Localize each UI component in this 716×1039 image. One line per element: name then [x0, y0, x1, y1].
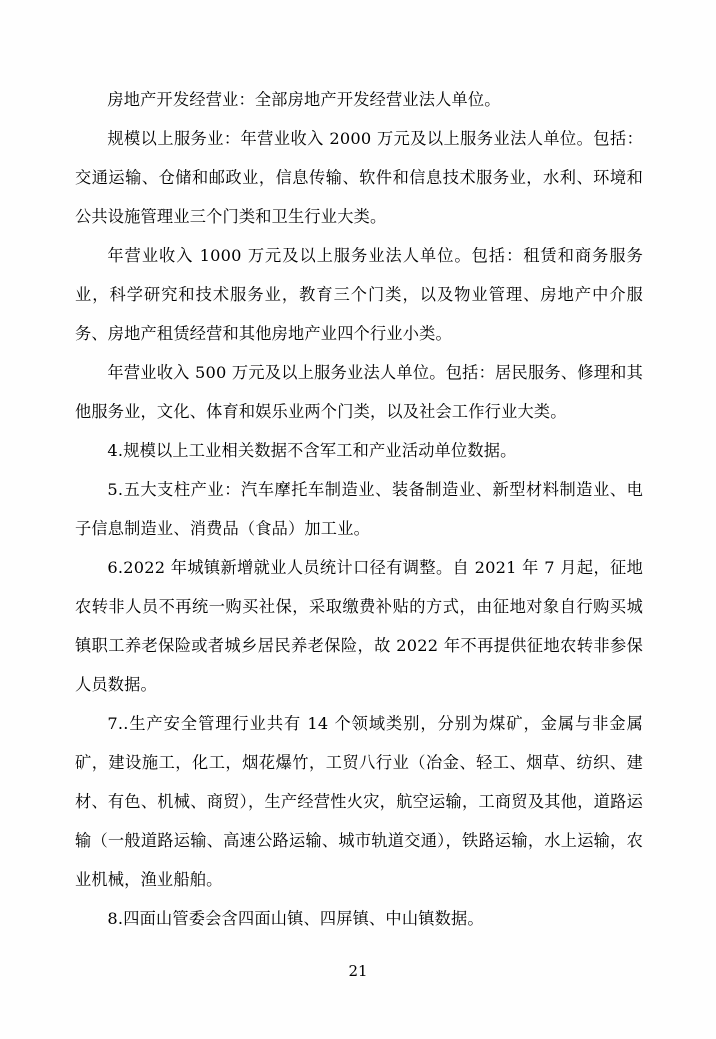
page-number: 21: [348, 962, 368, 980]
paragraph: 6.2022 年城镇新增就业人员统计口径有调整。自 2021 年 7 月起，征地农转非人员不再统一购买社保，采取缴费补贴的方式，由征地对象自行购买城镇职工养老保险或者城乡居民养老保险，故 2022 年不再提供征地农转非参保人员数据。: [75, 558, 643, 694]
paragraph: 7..生产安全管理行业共有 14 个领域类别，分别为煤矿，金属与非金属矿，建设施工，化工，烟花爆竹，工贸八行业（冶金、轻工、烟草、纺织、建材、有色、机械、商贸），生产经营性火灾，航空运输，工商贸及其他，道路运输（一般道路运输、高速公路运输、城市轨道交通），铁路运输，水上运输，农业机械，渔业船舶。: [75, 714, 643, 889]
paragraph: 年营业收入 500 万元及以上服务业法人单位。包括：居民服务、修理和其他服务业，文化、体育和娱乐业两个门类，以及社会工作行业大类。: [75, 363, 643, 421]
paragraph: 5.五大支柱产业：汽车摩托车制造业、装备制造业、新型材料制造业、电子信息制造业、消费品（食品）加工业。: [75, 480, 643, 538]
paragraph: 4.规模以上工业相关数据不含军工和产业活动单位数据。: [107, 441, 517, 460]
paragraph: 8.四面山管委会含四面山镇、四屏镇、中山镇数据。: [107, 909, 484, 928]
paragraph: 年营业收入 1000 万元及以上服务业法人单位。包括：租赁和商务服务业，科学研究和技术服务业，教育三个门类，以及物业管理、房地产中介服务、房地产租赁经营和其他房地产业四个行业小类。: [75, 246, 643, 343]
paragraph: 房地产开发经营业：全部房地产开发经营业法人单位。: [107, 90, 501, 109]
document-body: [75, 80, 643, 938]
paragraph: 规模以上服务业：年营业收入 2000 万元及以上服务业法人单位。包括：交通运输、仓储和邮政业，信息传输、软件和信息技术服务业，水利、环境和公共设施管理业三个门类和卫生行业大类。: [75, 129, 643, 226]
